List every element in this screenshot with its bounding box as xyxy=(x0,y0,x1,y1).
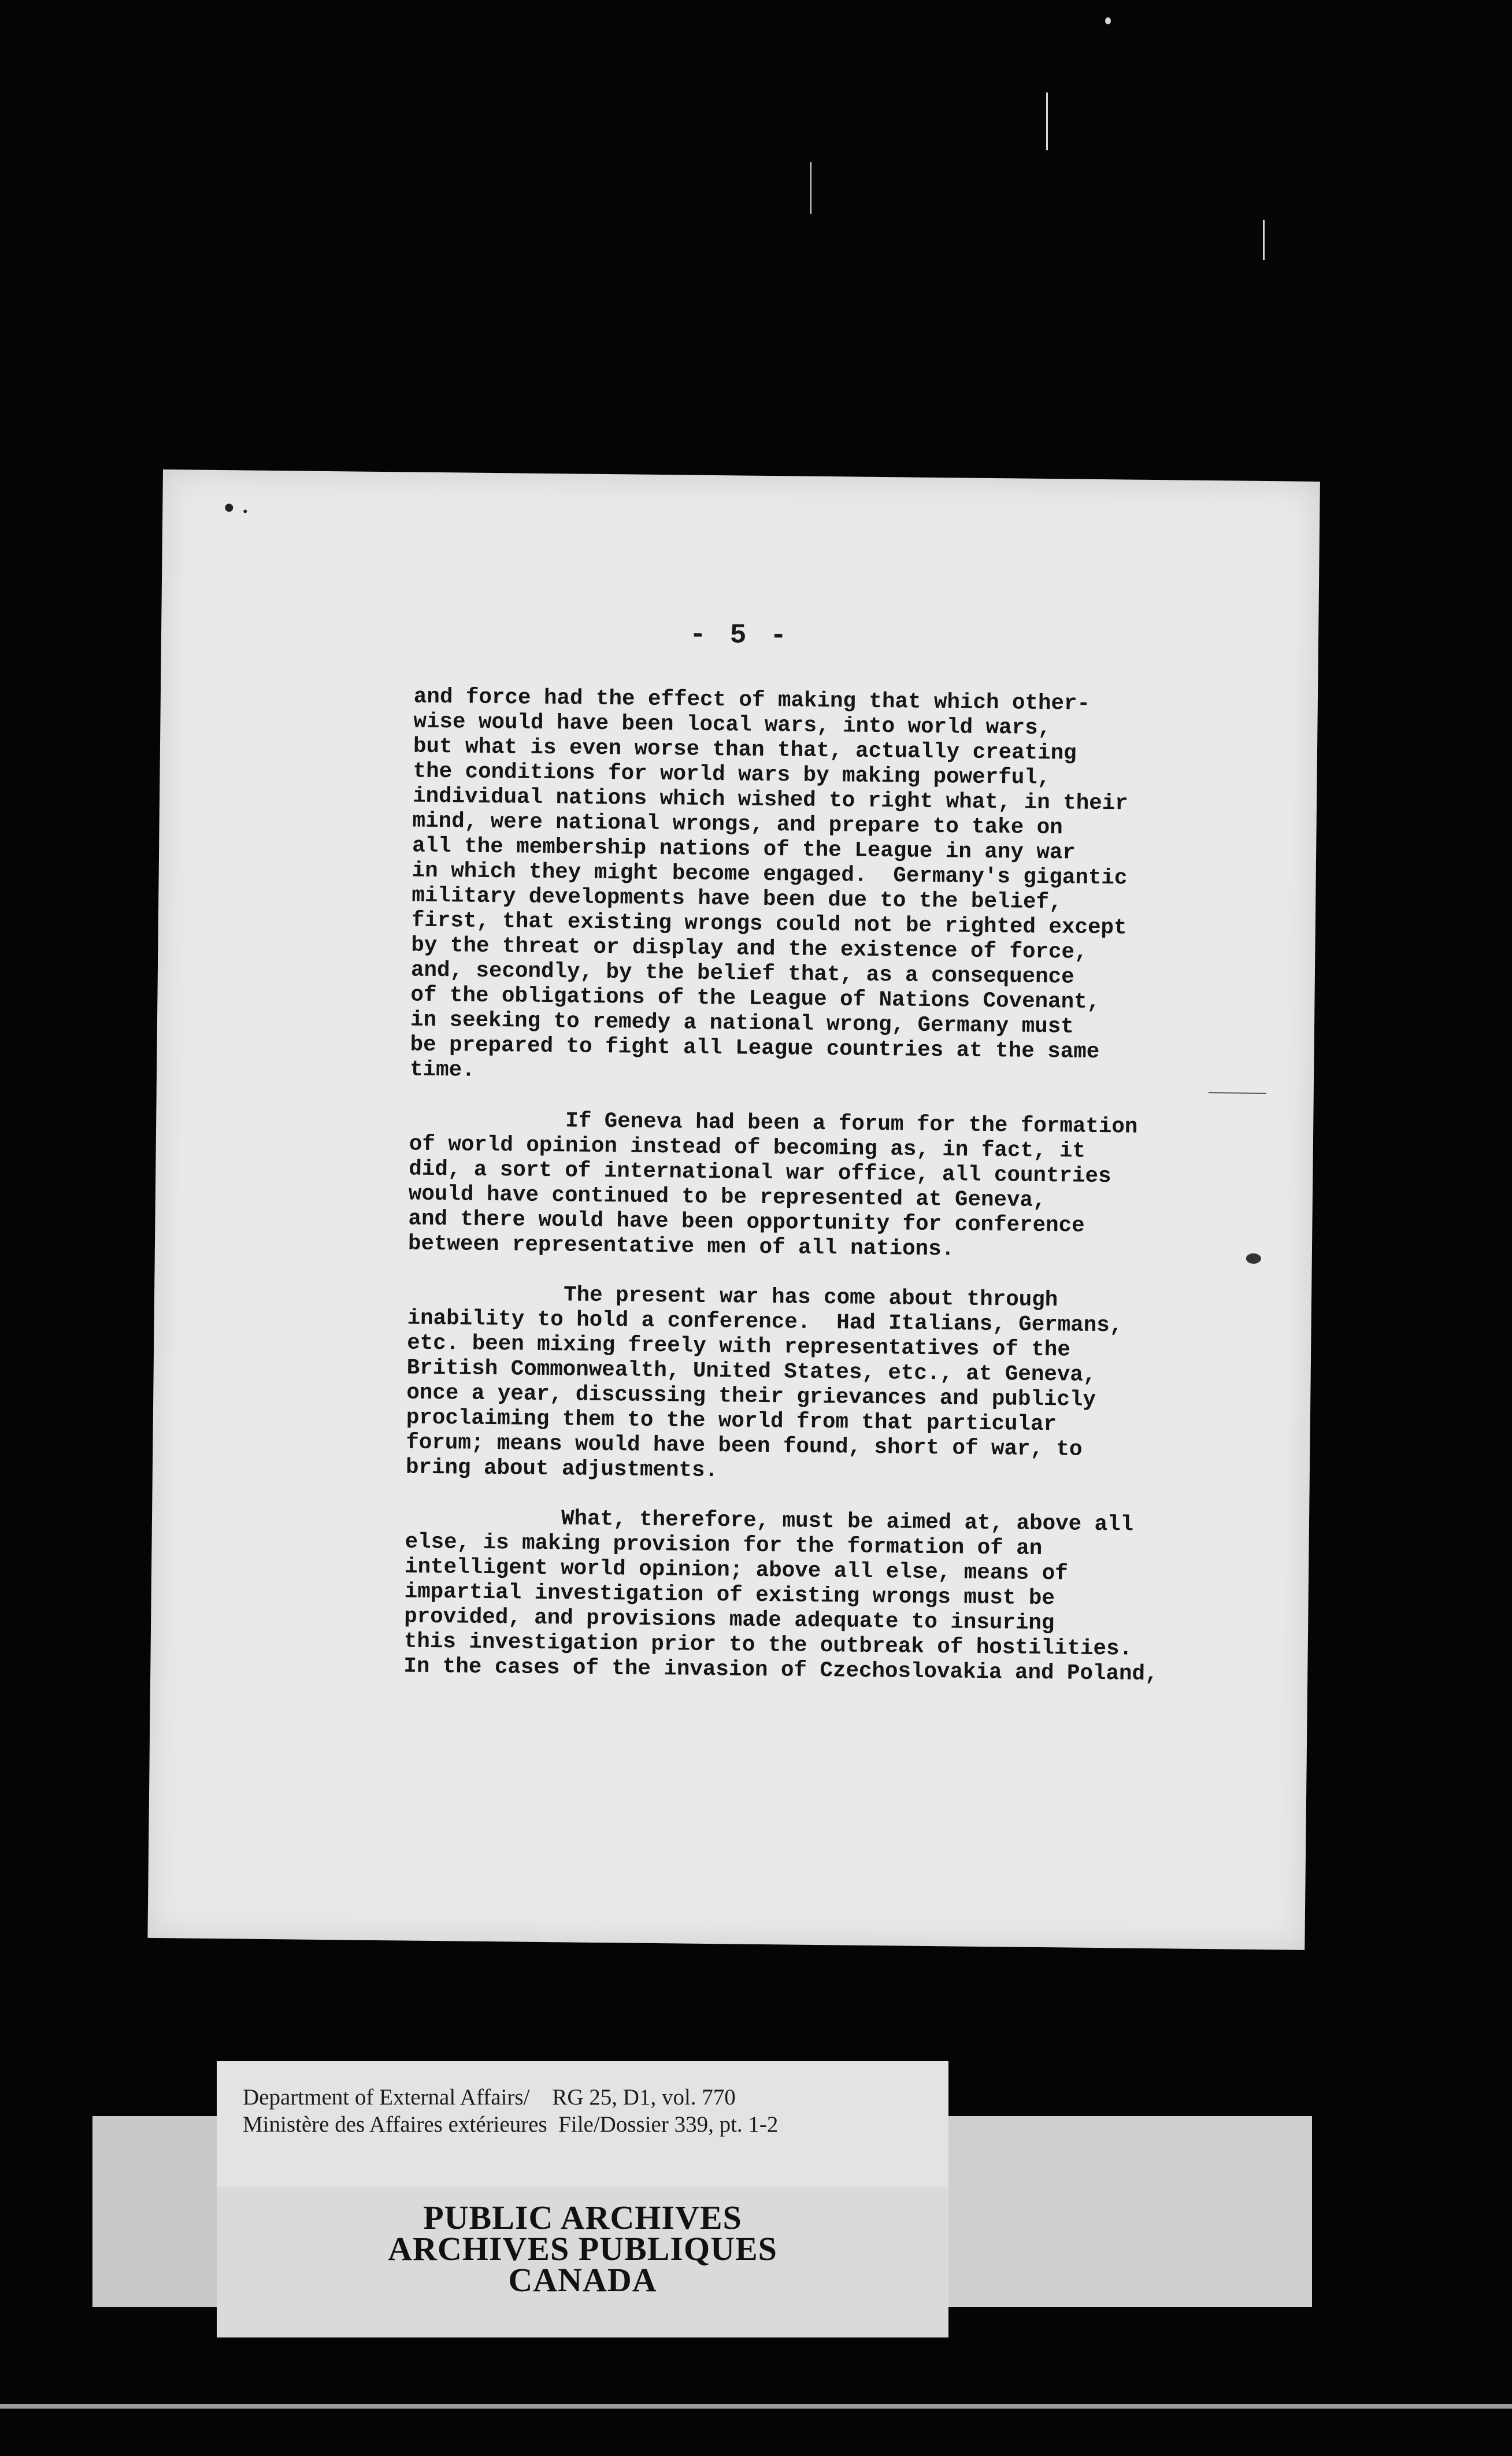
text-line: individual nations which wished to right what, in their xyxy=(412,784,1128,816)
text-line: intelligent world opinion; above all else, means of xyxy=(404,1555,1068,1586)
text-line: mind, were national wrongs, and prepare to take on xyxy=(412,809,1063,841)
text-line: in which they might become engaged. Germany's gigantic xyxy=(412,859,1128,891)
text-line: by the threat or display and the existence of force, xyxy=(411,933,1088,965)
text-line: military developments have been due to the belief, xyxy=(412,883,1062,915)
text-line: did, a sort of international war office, all countries xyxy=(409,1157,1111,1189)
text-line: of world opinion instead of becoming as, in fact, it xyxy=(409,1132,1086,1164)
text-line: impartial investigation of existing wrongs must be xyxy=(404,1580,1055,1611)
paragraph xyxy=(408,1108,1265,1266)
ink-speck xyxy=(243,509,247,513)
text-line: etc. been mixing freely with representatives of the xyxy=(406,1331,1071,1363)
text-line: wise would have been local wars, into world wars, xyxy=(413,709,1051,741)
text-line: between representative men of all nations. xyxy=(407,1231,955,1262)
text-line: and, secondly, by the belief that, as a consequence xyxy=(410,958,1074,990)
paragraph xyxy=(410,685,1269,1092)
text-line: the conditions for world wars by making powerful, xyxy=(413,759,1051,791)
text-line: else, is making provision for the formation of an xyxy=(405,1530,1043,1562)
text-line: If Geneva had been a forum for the formation xyxy=(565,1109,1138,1140)
paragraph xyxy=(403,1505,1261,1688)
text-line: be prepared to fight all League countries at the same xyxy=(410,1033,1100,1065)
archive-reference-line-2: Ministère des Affaires extérieures File/Dossier 339, pt. 1-2 xyxy=(243,2112,779,2137)
text-line: in seeking to remedy a national wrong, Germany must xyxy=(410,1008,1074,1040)
text-line: British Commonwealth, United States, etc., at Geneva, xyxy=(406,1356,1096,1388)
page-number: - 5 - xyxy=(689,619,791,652)
document-page xyxy=(147,469,1320,1950)
text-line: forum; means would have been found, short of war, to xyxy=(406,1430,1083,1462)
paragraph xyxy=(406,1282,1263,1489)
archive-reference-line-1: Department of External Affairs/ RG 25, D1, vol. 770 xyxy=(243,2085,736,2110)
text-line: inability to hold a conference. Had Italians, Germans, xyxy=(407,1306,1123,1338)
text-line: but what is even worse than that, actually creating xyxy=(413,734,1077,766)
text-line: proclaiming them to the world from that particular xyxy=(406,1405,1057,1437)
ink-speck xyxy=(225,504,233,512)
text-line: first, that existing wrongs could not be righted except xyxy=(411,908,1127,941)
text-line: time. xyxy=(409,1057,475,1083)
film-scratch xyxy=(1263,220,1265,260)
text-line: In the cases of the invasion of Czechoslovakia and Poland, xyxy=(403,1654,1158,1687)
text-line: The present war has come about through xyxy=(563,1283,1058,1313)
text-line: would have continued to be represented at Geneva, xyxy=(408,1182,1046,1214)
archive-stamp-line-1: PUBLIC ARCHIVES xyxy=(423,2199,742,2236)
text-line: What, therefore, must be aimed at, above all xyxy=(561,1507,1134,1537)
archive-label-tab xyxy=(92,2116,220,2307)
text-line: all the membership nations of the League in any war xyxy=(412,834,1076,865)
text-line: and there would have been opportunity for conference xyxy=(408,1207,1085,1238)
archive-stamp-line-3: CANADA xyxy=(508,2261,657,2299)
text-line: and force had the effect of making that which other- xyxy=(413,685,1091,716)
archive-stamp-line-2: ARCHIVES PUBLIQUES xyxy=(388,2230,777,2268)
film-scratch xyxy=(1046,93,1048,150)
film-scratch xyxy=(810,162,811,214)
text-line: once a year, discussing their grievances and publicly xyxy=(406,1381,1096,1412)
text-line: this investigation prior to the outbreak of hostilities. xyxy=(403,1629,1133,1662)
film-edge-strip xyxy=(0,2404,1512,2409)
text-line: provided, and provisions made adequate to insuring xyxy=(404,1604,1055,1636)
text-line: bring about adjustments. xyxy=(405,1455,718,1484)
text-line: of the obligations of the League of Nations Covenant, xyxy=(410,983,1100,1015)
document-body xyxy=(403,685,1269,1713)
film-scratch xyxy=(1105,17,1111,24)
